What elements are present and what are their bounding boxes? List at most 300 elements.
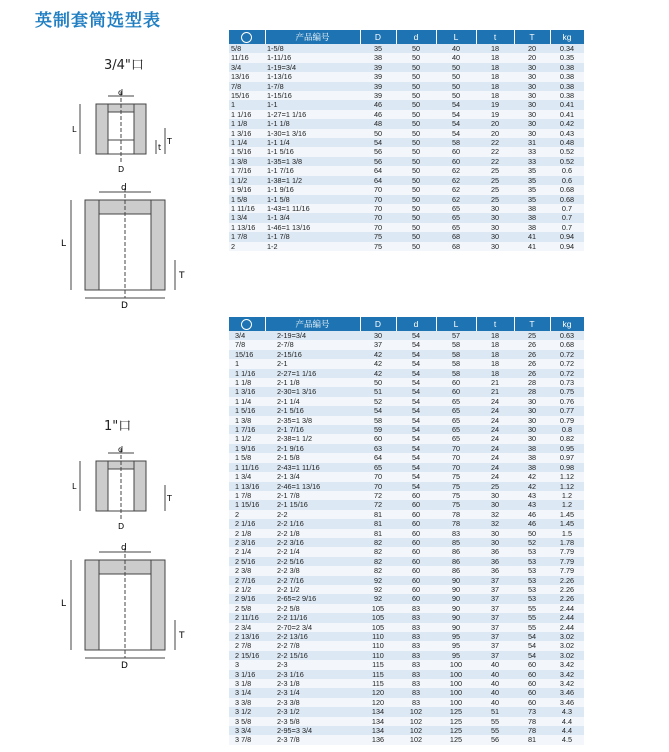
table-cell: 18 — [490, 359, 500, 369]
table-row — [229, 91, 584, 100]
table-cell: 26 — [527, 349, 537, 359]
column-header: t — [476, 317, 514, 331]
table-cell: 1-1 — [267, 100, 278, 110]
table-row — [229, 434, 584, 443]
table-cell: 65 — [451, 213, 461, 223]
table-cell: 1.12 — [559, 481, 575, 491]
table-cell: 50 — [373, 378, 383, 388]
table-cell: 24 — [490, 415, 500, 425]
table-row — [229, 425, 584, 434]
table-cell: 1.12 — [559, 472, 575, 482]
table-cell: 0.34 — [559, 44, 575, 53]
table-cell: 0.42 — [559, 119, 575, 129]
table-cell: 2-15/16 — [277, 349, 302, 359]
table-cell: 37 — [490, 594, 500, 604]
table-row — [229, 576, 584, 585]
table-cell: 2-3 — [277, 660, 288, 670]
table-cell: 78 — [451, 519, 461, 529]
table-cell: 0.98 — [559, 462, 575, 472]
table-cell: 2-95=3 3/4 — [277, 726, 313, 736]
table-cell: 30 — [527, 396, 537, 406]
table-cell: 3 3/8 — [235, 697, 252, 707]
table-row — [229, 53, 584, 62]
table-cell: 1 3/4 — [235, 472, 252, 482]
table-cell: 2-2 7/8 — [277, 641, 300, 651]
table-cell: 30 — [490, 232, 500, 242]
table-cell: 32 — [490, 509, 500, 519]
table-cell: 7.79 — [559, 556, 575, 566]
table-cell: 24 — [490, 453, 500, 463]
spec-table-3-4 — [229, 30, 585, 251]
table-cell: 0.41 — [559, 109, 575, 119]
table-cell: 2-3 3/8 — [277, 697, 300, 707]
column-header: 产品编号 — [265, 317, 360, 331]
table-cell: 3 5/8 — [235, 716, 252, 726]
table-cell: 105 — [371, 622, 385, 632]
table-cell: 1-2 — [267, 241, 278, 251]
table-cell: 83 — [411, 613, 421, 623]
table-row — [229, 510, 584, 519]
table-cell: 26 — [527, 340, 537, 350]
table-cell: 125 — [449, 735, 463, 745]
table-cell: 0.77 — [559, 406, 575, 416]
table-cell: 3 1/8 — [235, 679, 252, 689]
table-cell: 20 — [527, 44, 537, 53]
table-cell: 54 — [451, 109, 461, 119]
table-cell: 24 — [490, 462, 500, 472]
table-cell: 40 — [490, 679, 500, 689]
table-cell: 37 — [490, 575, 500, 585]
table-cell: 21 — [490, 387, 500, 397]
table-cell: 0.8 — [561, 425, 573, 435]
table-cell: 3.42 — [559, 660, 575, 670]
column-header: kg — [550, 30, 584, 44]
table-cell: 18 — [490, 368, 500, 378]
table-cell: 60 — [451, 387, 461, 397]
table-cell: 100 — [449, 688, 463, 698]
page-title: 英制套筒选型表 — [35, 11, 161, 31]
table-cell: 24 — [490, 443, 500, 453]
table-cell: 2-2 1/16 — [277, 519, 304, 529]
table-cell: 83 — [411, 660, 421, 670]
table-cell: 38 — [527, 222, 537, 232]
table-cell: 60 — [451, 156, 461, 166]
dim-label-L-3: L — [72, 482, 77, 491]
table-cell: 2.26 — [559, 584, 575, 594]
table-cell: 22 — [490, 147, 500, 157]
table-cell: 30 — [527, 109, 537, 119]
table-cell: 64 — [373, 453, 383, 463]
socket-top-view-drawing — [60, 88, 190, 178]
table-cell: 36 — [490, 556, 500, 566]
table-cell: 0.48 — [559, 138, 575, 148]
table-cell: 1 11/16 — [231, 203, 255, 213]
table-cell: 1-1 7/8 — [267, 232, 290, 242]
table-cell: 75 — [451, 500, 461, 510]
table-cell: 1.5 — [561, 528, 573, 538]
table-cell: 54 — [411, 481, 421, 491]
table-row — [229, 195, 584, 204]
table-cell: 1 7/8 — [231, 232, 248, 242]
table-cell: 21 — [490, 378, 500, 388]
table-cell: 40 — [490, 669, 500, 679]
table-cell: 56 — [373, 147, 383, 157]
dim-label-D-4: D — [121, 661, 128, 670]
table-cell: 38 — [527, 453, 537, 463]
table-cell: 54 — [411, 359, 421, 369]
table-cell: 18 — [490, 91, 500, 101]
table-cell: 2-1 7/8 — [277, 490, 300, 500]
table-row — [229, 223, 584, 232]
table-cell: 1-35=1 3/8 — [267, 156, 303, 166]
table-cell: 1-1 9/16 — [267, 185, 294, 195]
table-cell: 15/16 — [235, 349, 254, 359]
table-cell: 2-2 13/16 — [277, 632, 308, 641]
table-cell: 2-2 — [277, 509, 288, 519]
table-cell: 58 — [451, 359, 461, 369]
table-cell: 3.42 — [559, 679, 575, 689]
table-cell: 50 — [411, 232, 421, 242]
table-cell: 54 — [527, 650, 537, 660]
table-cell: 81 — [373, 509, 383, 519]
column-header: kg — [550, 317, 584, 331]
table-cell: 54 — [411, 396, 421, 406]
table-cell: 1 1/2 — [235, 434, 252, 444]
table-cell: 54 — [411, 406, 421, 416]
table-cell: 41 — [527, 241, 537, 251]
table-cell: 0.68 — [559, 185, 575, 195]
table-cell: 72 — [373, 500, 383, 510]
table-cell: 50 — [411, 44, 421, 53]
table-cell: 2-2 3/8 — [277, 566, 300, 576]
table-cell: 1 5/8 — [235, 453, 252, 463]
table-cell: 54 — [373, 138, 383, 148]
table-cell: 1 — [235, 359, 240, 369]
table-cell: 1-7/8 — [267, 81, 284, 91]
table-cell: 30 — [527, 91, 537, 101]
table-cell: 1 1/2 — [231, 175, 248, 185]
table-cell: 100 — [449, 697, 463, 707]
table-cell: 92 — [373, 584, 383, 594]
table-cell: 38 — [527, 443, 537, 453]
table-cell: 110 — [372, 650, 384, 660]
table-row — [229, 204, 584, 213]
table-cell: 4.4 — [561, 726, 573, 736]
table-cell: 73 — [527, 707, 537, 717]
table-row — [229, 482, 584, 491]
table-cell: 1-30=1 3/16 — [267, 128, 307, 138]
table-cell: 54 — [451, 119, 461, 129]
table-cell: 2-1 1/8 — [277, 378, 300, 388]
table-cell: 2 11/16 — [235, 613, 259, 623]
table-cell: 54 — [527, 632, 537, 641]
table-cell: 55 — [527, 603, 537, 613]
table-cell: 2.44 — [559, 603, 575, 613]
table-cell: 25 — [490, 481, 500, 491]
table-cell: 19 — [490, 100, 500, 110]
table-cell: 54 — [411, 462, 421, 472]
table-cell: 1 3/8 — [231, 156, 248, 166]
table-cell: 75 — [451, 490, 461, 500]
table-cell: 35 — [527, 166, 537, 176]
table-cell: 85 — [451, 537, 461, 547]
table-cell: 2-27=1 1/16 — [277, 368, 317, 378]
table-row — [229, 213, 584, 222]
table-row — [229, 406, 584, 415]
table-cell: 50 — [411, 185, 421, 195]
table-cell: 0.35 — [559, 53, 575, 63]
table-cell: 0.7 — [561, 203, 573, 213]
dim-label-L-4: L — [61, 599, 67, 609]
table-cell: 50 — [527, 528, 537, 538]
table-cell: 90 — [451, 622, 461, 632]
table-cell: 1 13/16 — [231, 222, 256, 232]
table-cell: 1-1 5/8 — [267, 194, 290, 204]
table-cell: 50 — [411, 156, 421, 166]
table-cell: 0.6 — [561, 166, 573, 176]
table-row — [229, 147, 584, 156]
table-cell: 0.73 — [559, 378, 575, 388]
dim-label-D: D — [118, 165, 125, 174]
column-header: T — [514, 30, 550, 44]
table-cell: 83 — [411, 669, 421, 679]
table-cell: 1-1 7/16 — [267, 166, 294, 176]
table-cell: 50 — [411, 222, 421, 232]
table-cell: 0.68 — [559, 340, 575, 350]
table-cell: 55 — [490, 716, 500, 726]
table-cell: 100 — [449, 679, 463, 689]
table-cell: 86 — [451, 566, 461, 576]
table-cell: 54 — [411, 368, 421, 378]
table-cell: 1-27=1 1/16 — [267, 109, 307, 119]
table-row — [229, 566, 584, 575]
table-cell: 2 1/4 — [235, 547, 252, 557]
table-cell: 30 — [373, 331, 383, 340]
table-cell: 82 — [373, 566, 383, 576]
table-cell: 1-15/16 — [267, 91, 292, 101]
table-row — [229, 453, 584, 462]
table-cell: 26 — [527, 368, 537, 378]
dim-label-d-2: d — [121, 183, 127, 193]
table-cell: 4.3 — [561, 707, 573, 717]
table-cell: 134 — [371, 726, 385, 736]
table-cell: 30 — [527, 100, 537, 110]
table-cell: 1 3/4 — [231, 213, 248, 223]
table-cell: 25 — [490, 185, 500, 195]
table-cell: 51 — [490, 707, 500, 717]
table-cell: 37 — [373, 340, 383, 350]
table-row — [229, 500, 584, 509]
column-header: D — [360, 30, 396, 44]
column-header: D — [360, 317, 396, 331]
table-row — [229, 185, 584, 194]
table-cell: 0.38 — [559, 81, 575, 91]
table-cell: 24 — [490, 396, 500, 406]
table-row — [229, 119, 584, 128]
table-cell: 30 — [527, 119, 537, 129]
table-cell: 43 — [527, 490, 537, 500]
table-row — [229, 632, 584, 641]
table-cell: 3/4 — [235, 331, 246, 340]
table-cell: 50 — [411, 53, 421, 63]
table-cell: 54 — [451, 128, 461, 138]
table-cell: 19 — [490, 109, 500, 119]
dim-label-T-2: T — [179, 271, 185, 281]
table-cell: 83 — [411, 697, 421, 707]
table-cell: 37 — [490, 622, 500, 632]
table-cell: 86 — [451, 556, 461, 566]
table-cell: 25 — [527, 331, 537, 340]
dim-label-d-3: d — [118, 445, 124, 454]
table-row — [229, 735, 584, 744]
table-cell: 7.79 — [559, 566, 575, 576]
table-cell: 2-7/8 — [277, 340, 294, 350]
table-cell: 55 — [527, 613, 537, 623]
table-cell: 68 — [451, 241, 461, 251]
table-cell: 102 — [409, 735, 423, 745]
table-cell: 60 — [451, 147, 461, 157]
table-cell: 65 — [451, 425, 461, 435]
table-cell: 83 — [411, 622, 421, 632]
table-cell: 2 3/8 — [235, 566, 252, 576]
table-cell: 58 — [451, 368, 461, 378]
table-cell: 50 — [451, 62, 461, 72]
table-row — [229, 698, 584, 707]
table-cell: 0.97 — [559, 453, 575, 463]
table-cell: 36 — [490, 566, 500, 576]
table-cell: 78 — [451, 509, 461, 519]
dim-label-L: L — [72, 125, 77, 134]
table-cell: 60 — [411, 584, 421, 594]
table-cell: 2 5/16 — [235, 556, 256, 566]
table-cell: 26 — [527, 359, 537, 369]
table-cell: 134 — [371, 716, 385, 726]
table-cell: 0.6 — [561, 175, 573, 185]
table-cell: 0.43 — [559, 128, 575, 138]
dim-label-t: t — [158, 143, 162, 152]
table-cell: 82 — [373, 547, 383, 557]
dim-label-d-4: d — [121, 543, 127, 553]
table-cell: 100 — [449, 660, 463, 670]
table-cell: 55 — [490, 726, 500, 736]
table-cell: 1 9/16 — [231, 185, 252, 195]
table-cell: 31 — [527, 138, 537, 148]
table-cell: 2-3 1/8 — [277, 679, 300, 689]
drive-size-label-3-4: 3/4"口 — [104, 58, 144, 73]
table-cell: 110 — [372, 641, 384, 651]
table-cell: 2 7/16 — [235, 575, 256, 585]
table-cell: 65 — [451, 406, 461, 416]
table-cell: 1-13/16 — [267, 72, 292, 82]
table-cell: 50 — [411, 91, 421, 101]
table-row — [229, 472, 584, 481]
table-cell: 62 — [451, 166, 461, 176]
table-row — [229, 585, 584, 594]
table-cell: 30 — [527, 406, 537, 416]
table-cell: 120 — [371, 688, 385, 698]
table-cell: 0.95 — [559, 443, 575, 453]
table-cell: 39 — [373, 91, 383, 101]
table-cell: 50 — [411, 203, 421, 213]
table-cell: 62 — [451, 185, 461, 195]
table-cell: 24 — [490, 406, 500, 416]
table-cell: 1 7/16 — [231, 166, 252, 176]
dim-label-T: T — [167, 137, 172, 146]
table-cell: 40 — [490, 697, 500, 707]
table-cell: 54 — [411, 349, 421, 359]
table-cell: 18 — [490, 72, 500, 82]
table-cell: 37 — [490, 641, 500, 651]
table-cell: 50 — [411, 166, 421, 176]
table-cell: 39 — [373, 81, 383, 91]
table-cell: 50 — [411, 100, 421, 110]
table-cell: 3 3/4 — [235, 726, 252, 736]
table-cell: 70 — [373, 194, 383, 204]
dim-label-d: d — [118, 88, 124, 97]
table-cell: 30 — [527, 72, 537, 82]
table-row — [229, 444, 584, 453]
hex-socket-icon — [229, 317, 265, 331]
table-cell: 70 — [373, 213, 383, 223]
table-cell: 50 — [451, 91, 461, 101]
table-cell: 1 7/8 — [235, 490, 252, 500]
table-cell: 43 — [527, 500, 537, 510]
table-cell: 2-1 15/16 — [277, 500, 308, 510]
table-cell: 58 — [451, 349, 461, 359]
table-cell: 2-1 5/8 — [277, 453, 300, 463]
table-cell: 55 — [527, 622, 537, 632]
table-cell: 2-2 15/16 — [277, 650, 308, 660]
table-cell: 60 — [411, 519, 421, 529]
table-cell: 60 — [411, 509, 421, 519]
table-row — [229, 359, 584, 368]
table-cell: 20 — [527, 53, 537, 63]
table-cell: 83 — [411, 603, 421, 613]
table-cell: 46 — [527, 509, 537, 519]
table-cell: 2.44 — [559, 613, 575, 623]
table-cell: 1-1 1/4 — [267, 138, 290, 148]
table-cell: 30 — [490, 528, 500, 538]
table-row — [229, 463, 584, 472]
table-cell: 3.02 — [559, 650, 575, 660]
table-row — [229, 397, 584, 406]
table-cell: 60 — [411, 528, 421, 538]
table-cell: 1 1/4 — [231, 138, 248, 148]
table-cell: 63 — [373, 443, 383, 453]
table-cell: 24 — [490, 425, 500, 435]
table-cell: 70 — [373, 222, 383, 232]
table-row — [229, 82, 584, 91]
table-cell: 75 — [373, 232, 383, 242]
table-cell: 0.7 — [561, 213, 573, 223]
table-row — [229, 707, 584, 716]
table-cell: 3/4 — [231, 62, 242, 72]
dim-label-D-2: D — [121, 301, 128, 310]
table-cell: 95 — [451, 650, 461, 660]
table-cell: 54 — [451, 100, 461, 110]
table-cell: 37 — [490, 603, 500, 613]
column-header: t — [476, 30, 514, 44]
table-cell: 40 — [490, 660, 500, 670]
table-row — [229, 157, 584, 166]
table-cell: 2-65=2 9/16 — [277, 594, 317, 604]
table-cell: 1.78 — [559, 537, 575, 547]
table-cell: 50 — [411, 138, 421, 148]
spec-table-1 — [229, 317, 585, 745]
table-cell: 1 11/16 — [235, 462, 259, 472]
table-cell: 64 — [373, 166, 383, 176]
table-cell: 90 — [451, 575, 461, 585]
